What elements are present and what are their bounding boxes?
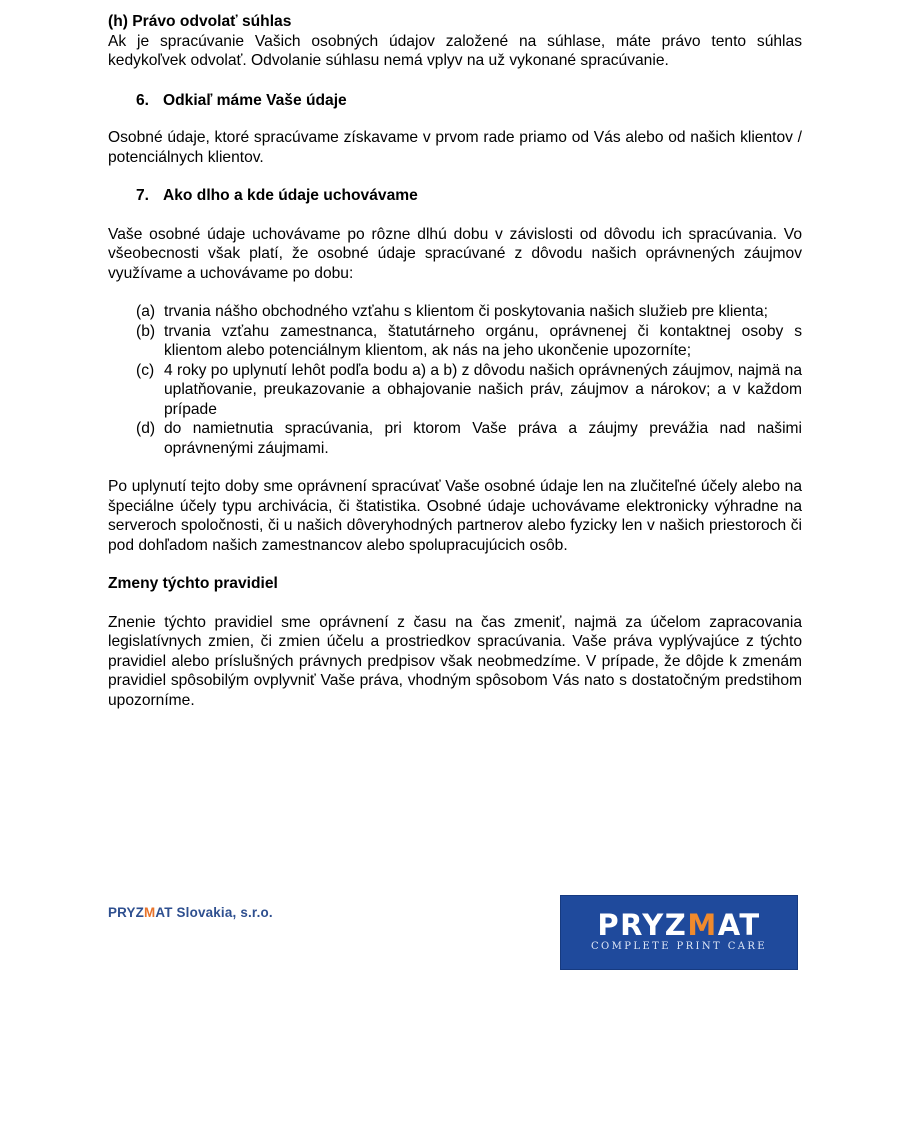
section-number: 6. xyxy=(136,91,150,109)
company-name-accent: M xyxy=(144,905,156,920)
list-item-label: (a) xyxy=(136,303,156,320)
list-item-text: trvania vzťahu zamestnanca, štatutárneho orgánu, oprávnenej či kontaktnej osoby s klientom alebo potenciálnym klientom, ak nás na jeho ukončenie upozorníte; xyxy=(164,322,802,359)
logo-text: PRYZ xyxy=(597,908,688,942)
list-item-label: (d) xyxy=(136,420,156,437)
list-item-text: trvania nášho obchodného vzťahu s klientom či poskytovania našich služieb pre klienta; xyxy=(164,303,768,320)
company-name-part: PRYZ xyxy=(108,905,145,920)
retention-list xyxy=(108,302,802,458)
company-name-part: AT Slovakia, s.r.o. xyxy=(155,905,273,920)
logo-tagline: COMPLETE PRINT CARE xyxy=(590,941,767,952)
section-7-after-paragraph: Po uplynutí tejto doby sme oprávnení spracúvať Vaše osobné údaje len na zlučiteľné účely alebo na špeciálne účely typu archivácia, či štatistika. Osobné údaje uchovávame elektronicky výhradne na serveroch spoločnosti, či u našich dôveryhodných partnerov alebo fyzicky len v našich priestoroch či pod dohľadom našich zamestnancov alebo spolupracujúcich osôb. xyxy=(108,478,802,554)
list-item-label: (c) xyxy=(136,361,155,379)
right-paragraph: Ak je spracúvanie Vašich osobných údajov založené na súhlase, máte právo tento súhlas kedykoľvek odvolať. Odvolanie súhlasu nemá vplyv na už vykonané spracúvanie. xyxy=(108,32,802,69)
changes-heading: Zmeny týchto pravidiel xyxy=(108,575,278,592)
section-7-heading xyxy=(108,186,802,206)
pryzmat-logo xyxy=(560,895,798,970)
document-page xyxy=(108,12,802,710)
section-6-paragraph: Osobné údaje, ktoré spracúvame získavame v prvom rade priamo od Vás alebo od našich klientov / potenciálnych klientov. xyxy=(108,129,802,166)
section-number: 7. xyxy=(136,187,150,204)
right-heading: (h) Právo odvolať súhlas xyxy=(108,13,292,30)
section-7-intro: Vaše osobné údaje uchovávame po rôzne dlhú dobu v závislosti od dôvodu ich spracúvania. Vo všeobecnosti však platí, že osobné údaje spracúvané z dôvodu našich oprávnených záujmov využívame a uchovávame po dobu: xyxy=(108,225,802,282)
section-6-heading xyxy=(108,91,802,111)
section-title: Odkiaľ máme Vaše údaje xyxy=(163,91,347,109)
logo-wordmark xyxy=(561,908,797,942)
list-item-text: do namietnutia spracúvania, pri ktorom Vaše práva a záujmy prevážia nad našimi oprávnenými záujmami. xyxy=(164,420,802,457)
list-item-text: 4 roky po uplynutí lehôt podľa bodu a) a b) z dôvodu našich oprávnených záujmov, najmä na uplatňovanie, preukazovanie a obhajovanie našich práv, záujmov a nárokov; a v každom prípade xyxy=(164,361,802,418)
list-item xyxy=(108,361,802,420)
changes-paragraph: Znenie týchto pravidiel sme oprávnení z času na čas zmeniť, najmä za účelom zapracovania legislatívnych zmien, či zmien účelu a prostriedkov spracúvania. Vaše práva vyplývajúce z týchto pravidiel alebo príslušných právnych predpisov však neobmedzíme. V prípade, že dôjde k zmenám pravidiel spôsobilým ovplyvniť Vaše práva, vhodným spôsobom Vás nato s dostatočným predstihom upozorníme. xyxy=(108,613,802,709)
list-item xyxy=(108,419,802,458)
logo-accent-letter: M xyxy=(687,908,718,942)
section-title: Ako dlho a kde údaje uchovávame xyxy=(163,187,418,204)
logo-text: AT xyxy=(717,908,761,942)
footer-company-name xyxy=(108,905,273,920)
list-item xyxy=(108,302,802,322)
list-item xyxy=(108,322,802,361)
list-item-label: (b) xyxy=(136,322,156,340)
